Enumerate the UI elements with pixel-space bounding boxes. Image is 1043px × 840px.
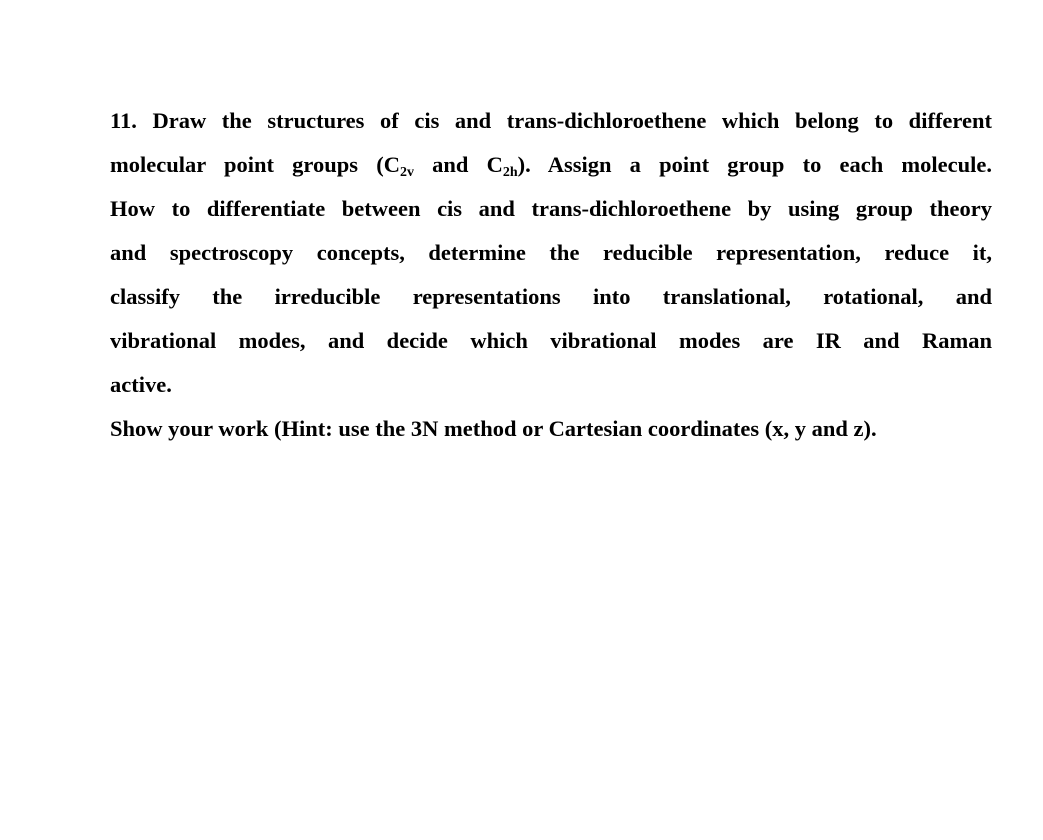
question-line-7: active. [110, 372, 172, 397]
point-group-text-start: molecular point groups (C [110, 152, 400, 177]
point-group-text-end: ). Assign a point group to each molecule. [517, 152, 992, 177]
question-line-5: classify the irreducible representations into translational, rotational, and [110, 284, 992, 309]
question-line-6: vibrational modes, and decide which vibrational modes are IR and Raman [110, 328, 992, 353]
question-line-2 [110, 143, 992, 187]
question-hint-line: Show your work (Hint: use the 3N method or Cartesian coordinates (x, y and z). [110, 416, 877, 441]
question-11 [110, 99, 992, 451]
question-line-1: 11. Draw the structures of cis and trans-dichloroethene which belong to different [110, 108, 992, 133]
c2v-subscript: 2v [399, 165, 414, 180]
question-line-4: and spectroscopy concepts, determine the reducible representation, reduce it, [110, 240, 992, 265]
point-group-text-middle: and C [413, 152, 503, 177]
c2h-subscript: 2h [502, 165, 518, 180]
question-line-3: How to differentiate between cis and trans-dichloroethene by using group theory [110, 196, 992, 221]
